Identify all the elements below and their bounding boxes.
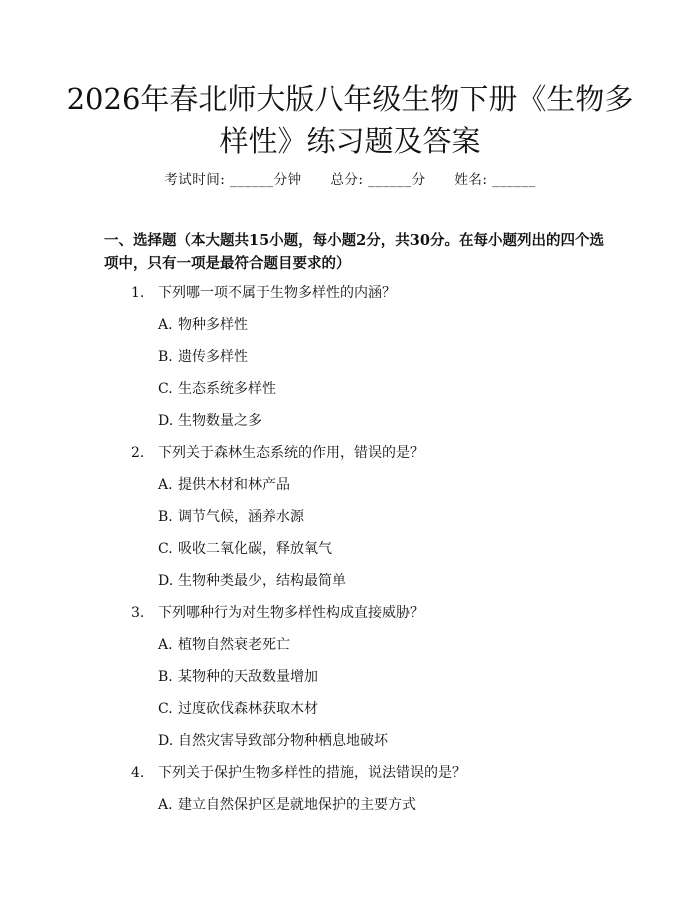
option-text: 生物数量之多 (178, 413, 262, 429)
question-1 (131, 282, 396, 302)
question-text: 下列哪一项不属于生物多样性的内涵？ (158, 285, 396, 301)
question-1-option-b (158, 346, 248, 366)
question-text: 下列关于保护生物多样性的措施，说法错误的是？ (158, 765, 466, 781)
option-text: 自然灾害导致部分物种栖息地破坏 (178, 733, 388, 749)
question-text: 下列哪种行为对生物多样性构成直接威胁？ (158, 605, 424, 621)
question-1-option-c (158, 378, 276, 398)
option-label: B. (158, 669, 173, 685)
question-2 (131, 442, 424, 462)
question-2-option-c (158, 538, 332, 558)
option-label: C. (158, 381, 173, 397)
option-label: A. (158, 637, 173, 653)
question-4 (131, 762, 466, 782)
question-3-option-c (158, 698, 318, 718)
option-label: D. (158, 413, 174, 429)
question-4-option-a (158, 794, 416, 814)
option-text: 生物种类最少，结构最简单 (178, 573, 346, 589)
question-3-option-d (158, 730, 388, 750)
question-2-option-a (158, 474, 290, 494)
question-number: 2. (131, 445, 145, 461)
option-text: 某物种的天敌数量增加 (178, 669, 318, 685)
question-3-option-a (158, 634, 290, 654)
section-title: 一、选择题（本大题共15小题，每小题2分，共30分。在每小题列出的四个选项中，只有一项是最符合题目要求的） (104, 232, 604, 272)
option-text: 遗传多样性 (178, 349, 248, 365)
option-label: C. (158, 541, 173, 557)
question-number: 1. (131, 285, 145, 301)
option-text: 生态系统多样性 (178, 381, 276, 397)
question-1-option-a (158, 314, 248, 334)
option-text: 吸收二氧化碳，释放氧气 (178, 541, 332, 557)
question-1-option-d (158, 410, 262, 430)
exam-meta-line: 考试时间: ______分钟 总分: ______分 姓名: ______ (164, 172, 536, 188)
option-label: D. (158, 573, 174, 589)
option-text: 提供木材和林产品 (178, 477, 290, 493)
option-label: B. (158, 509, 173, 525)
document-title: 2026年春北师大版八年级生物下册《生物多样性》练习题及答案 (66, 82, 634, 158)
option-label: A. (158, 317, 173, 333)
question-text: 下列关于森林生态系统的作用，错误的是？ (158, 445, 424, 461)
question-3 (131, 602, 424, 622)
option-label: C. (158, 701, 173, 717)
question-3-option-b (158, 666, 318, 686)
option-text: 植物自然衰老死亡 (178, 637, 290, 653)
option-text: 物种多样性 (178, 317, 248, 333)
option-label: A. (158, 797, 173, 813)
option-text: 过度砍伐森林获取木材 (178, 701, 318, 717)
question-number: 4. (131, 765, 145, 781)
question-2-option-d (158, 570, 346, 590)
option-text: 调节气候，涵养水源 (178, 509, 304, 525)
question-number: 3. (131, 605, 145, 621)
option-label: D. (158, 733, 174, 749)
option-label: A. (158, 477, 173, 493)
option-text: 建立自然保护区是就地保护的主要方式 (178, 797, 416, 813)
question-2-option-b (158, 506, 304, 526)
option-label: B. (158, 349, 173, 365)
